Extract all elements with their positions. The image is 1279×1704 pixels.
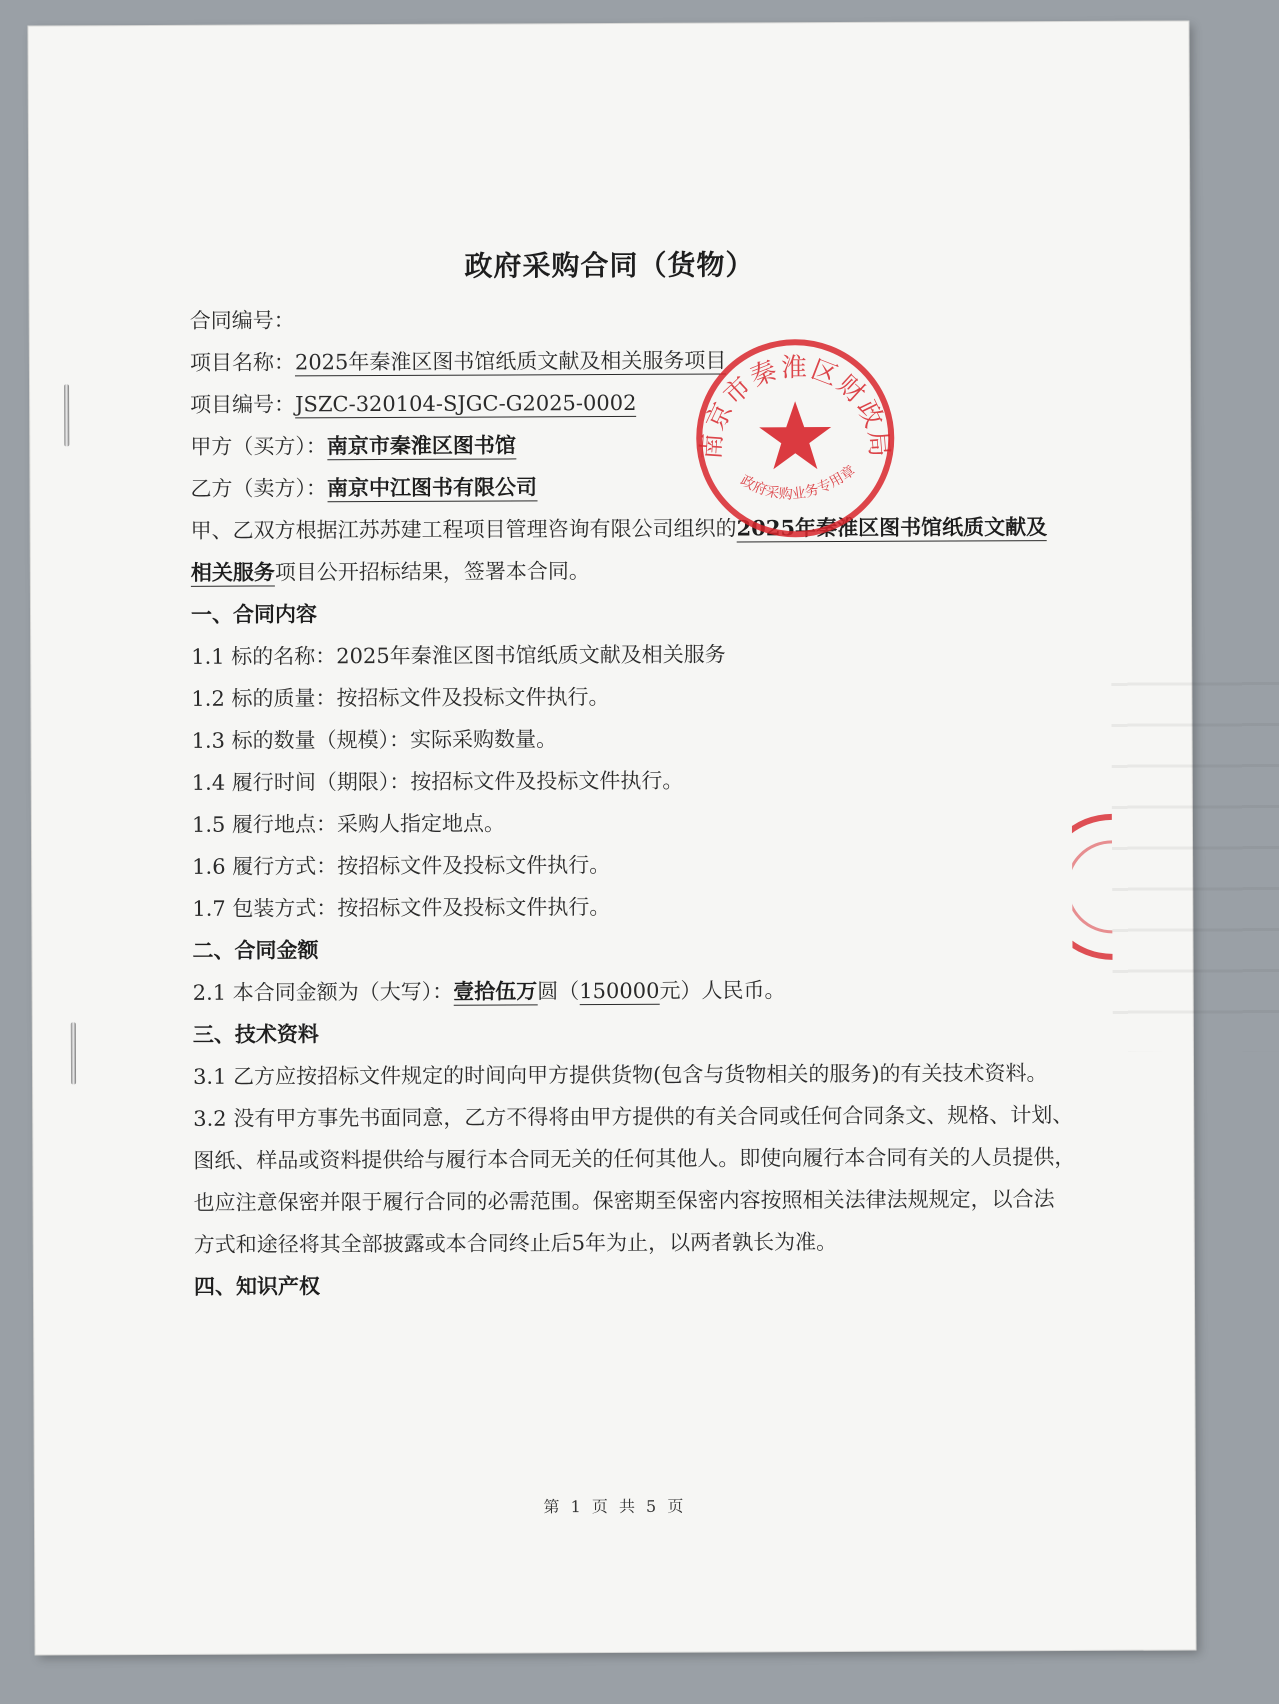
clause-3-2-line: 也应注意保密并限于履行合同的必需范围。保密期至保密内容按照相关法律法规规定，以合法 <box>193 1187 1055 1215</box>
party-b-line: 乙方（卖方）：南京中江图书有限公司 <box>190 474 538 501</box>
official-seal-icon <box>690 333 901 544</box>
clause-1-2: 1.2 标的质量：按招标文件及投标文件执行。 <box>191 685 610 711</box>
party-a-name: 南京市秦淮区图书馆 <box>326 432 516 459</box>
amount-in-words: 壹拾伍万 <box>453 978 538 1004</box>
clause-1-6: 1.6 履行方式：按招标文件及投标文件执行。 <box>192 853 611 879</box>
clause-1-3: 1.3 标的数量（规模）：实际采购数量。 <box>191 727 558 753</box>
staple-mark <box>64 384 69 446</box>
clause-3-2-line: 方式和途径将其全部披露或本合同终止后5年为止，以两者孰长为准。 <box>193 1230 838 1257</box>
seal-text-bottom: 政府采购业务专用章 <box>737 462 859 503</box>
section-heading: 三、技术资料 <box>192 1021 319 1047</box>
seal-text-top: 南京市秦淮区财政局 <box>696 353 895 461</box>
project-number: JSZC-320104-SJGC-G2025-0002 <box>295 390 637 417</box>
project-number-line: 项目编号：JSZC-320104-SJGC-G2025-0002 <box>190 390 637 417</box>
clause-1-7: 1.7 包装方式：按招标文件及投标文件执行。 <box>192 895 611 921</box>
partial-seal-icon <box>1072 812 1113 962</box>
amount-number: 150000 <box>579 978 660 1004</box>
staple-mark <box>71 1022 76 1084</box>
clause-1-5: 1.5 履行地点：采购人指定地点。 <box>191 811 506 837</box>
section-heading: 二、合同金额 <box>192 937 319 963</box>
clause-3-1: 3.1 乙方应按招标文件规定的时间向甲方提供货物(包含与货物相关的服务)的有关技术资料。 <box>192 1061 1048 1089</box>
intro-line-2: 相关服务项目公开招标结果，签署本合同。 <box>190 559 590 585</box>
section-heading: 四、知识产权 <box>193 1273 321 1299</box>
project-name: 2025年秦淮区图书馆纸质文献及相关服务项目 <box>294 348 727 375</box>
party-a-line: 甲方（买方）：南京市秦淮区图书馆 <box>190 432 516 459</box>
contract-number-line: 合同编号： <box>189 308 295 333</box>
project-name-line: 项目名称：2025年秦淮区图书馆纸质文献及相关服务项目 <box>189 348 727 375</box>
intro-line-1: 甲、乙双方根据江苏苏建工程项目管理咨询有限公司组织的2025年秦淮区图书馆纸质文献及 <box>190 514 1048 543</box>
page-number: 第 1 页 共 5 页 <box>543 1496 687 1517</box>
svg-text:政府采购业务专用章 <box>737 462 858 503</box>
clause-3-2-line: 3.2 没有甲方事先书面同意，乙方不得将由甲方提供的有关合同或任何合同条文、规格、计划、 <box>193 1102 1074 1131</box>
clause-1-4: 1.4 履行时间（期限）：按招标文件及投标文件执行。 <box>191 768 684 795</box>
document-title: 政府采购合同（货物） <box>464 248 755 283</box>
section-heading: 一、合同内容 <box>190 601 318 627</box>
clause-1-1: 1.1 标的名称：2025年秦淮区图书馆纸质文献及相关服务 <box>191 642 726 669</box>
bleed-through-text <box>1111 671 1279 1052</box>
clause-3-2-line: 图纸、样品或资料提供给与履行本合同无关的任何其他人。即使向履行本合同有关的人员提供， <box>193 1144 1076 1173</box>
document-page <box>28 21 1195 1654</box>
party-b-name: 南京中江图书有限公司 <box>326 474 538 501</box>
clause-2-1: 2.1 本合同金额为（大写）：壹拾伍万圆（150000元）人民币。 <box>192 978 786 1005</box>
